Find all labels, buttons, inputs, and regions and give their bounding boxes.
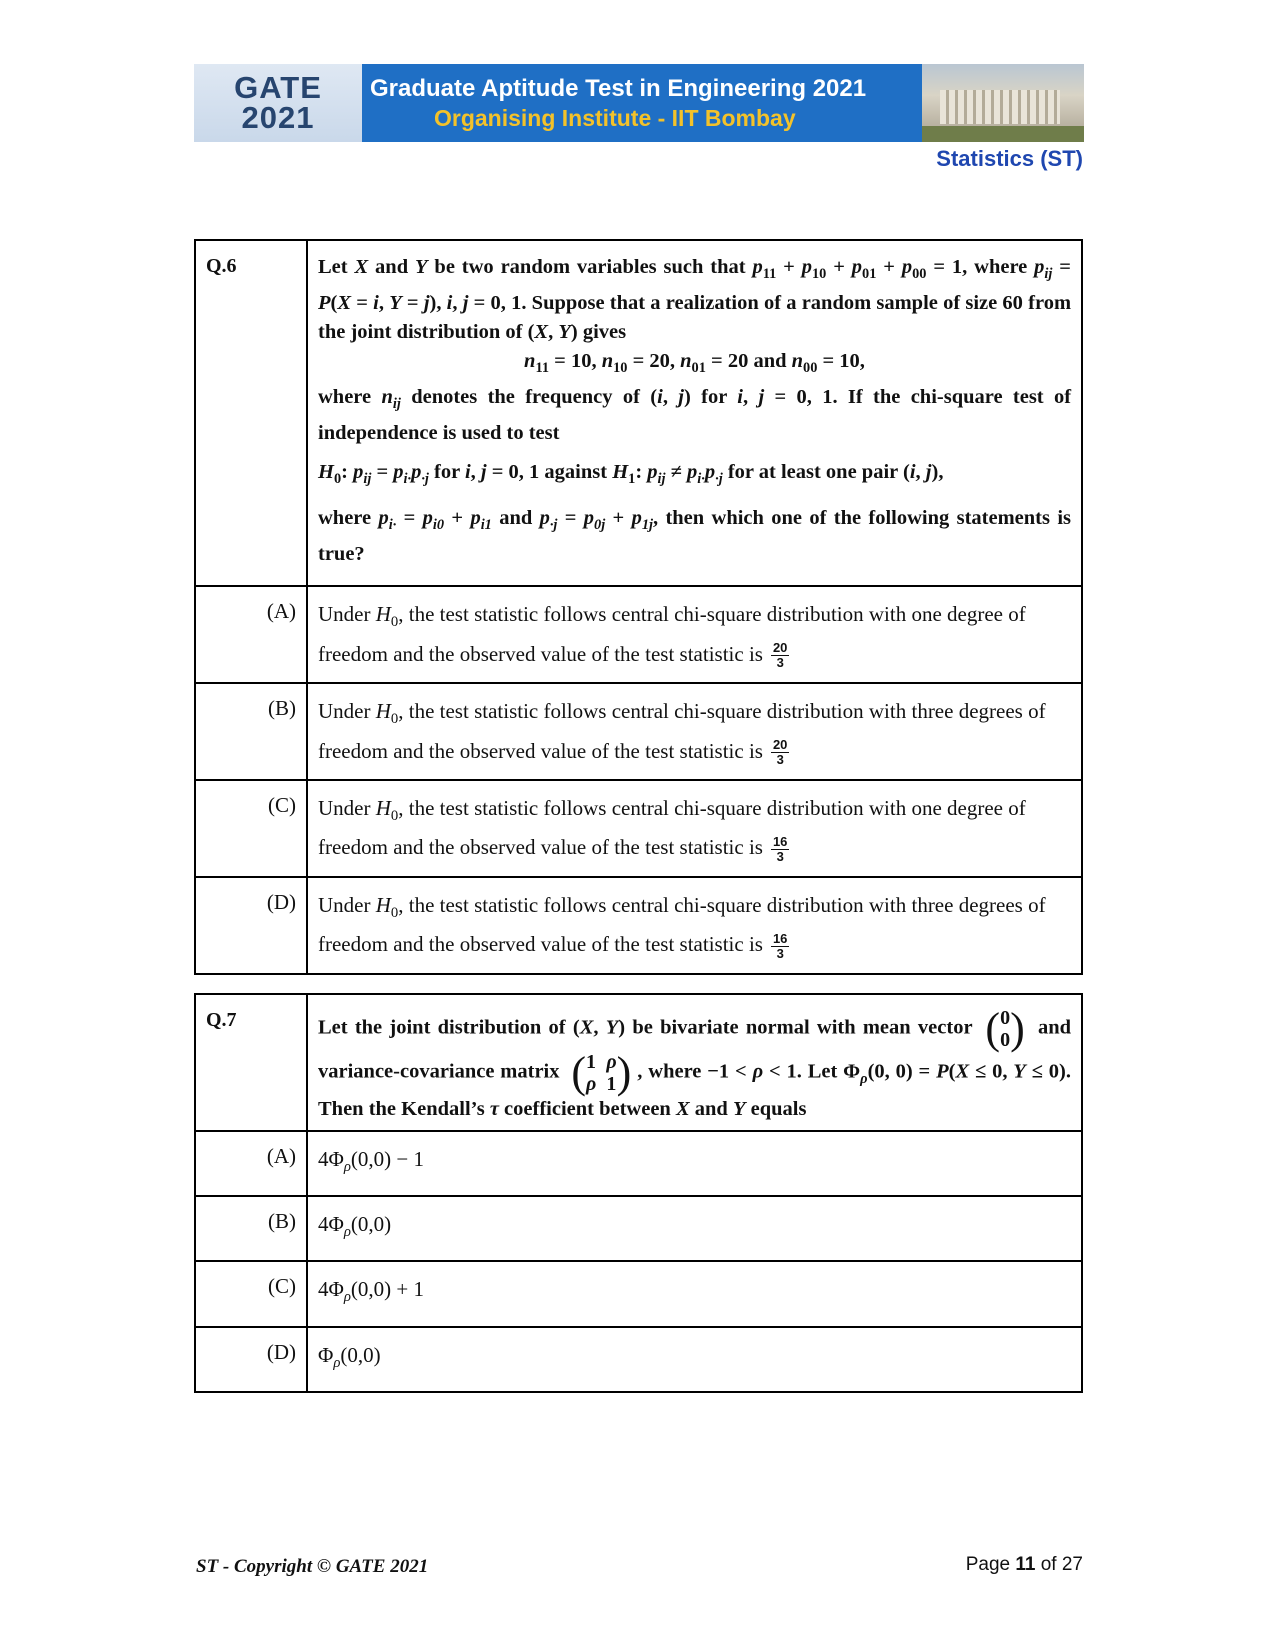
question-stem: Let the joint distribution of (X, Y) be bivariate normal with mean vector ( 0 0 ) and variance-covariance matrix ( 1 ρ ρ 1 ) , where −1 < ρ < 1. Let $\Phi_\rho(0$, 0) = P(X ≤ 0, Y ≤ 0). Then the Kendall’s τ coefficient between X and Y equals <box>307 994 1082 1131</box>
option-row <box>195 1196 1082 1261</box>
question-row <box>195 994 1082 1131</box>
logo-gate-text: GATE <box>234 70 322 105</box>
option-row <box>195 877 1082 974</box>
question-stem: Let X and Y be two random variables such that $p_{11} + p_{10} + p_{01} + p_{00} = 1$, where $p_{ij} = P(X = i$, Y = j), i, j = 0, 1. Suppose that a realization of a random sample of size 60 from the joint distribution of (X, Y) gives $n_{11} = 10$, $n_{10} = 20$, $n_{01} = 20$ and $n_{00} = 10$, where $n_{ij}$ denotes the frequency of (i, j) for i, j = 0, 1. If the chi-square test of independence is used to test $H_0$: $p_{ij} = p_{i\cdot}p_{\cdot j}$ for i, j = 0, 1 against $H_1$: $p_{ij} \ne p_{i\cdot}p_{\cdot j}$ for at least one pair (i, j), where $p_{i\cdot} = p_{i0} + p_{i1}$ and $p_{\cdot j} = p_{0j} + p_{1j}$, then which one of the following statements is true? <box>307 240 1082 586</box>
fraction: $\frac{20}{3}$ <box>772 640 788 671</box>
option-letter: (A) <box>195 1131 307 1196</box>
option-letter: (B) <box>195 683 307 780</box>
option-text: $4\Phi_\rho(0,0) + 1$ <box>307 1261 1082 1326</box>
fraction: $\frac{16}{3}$ <box>772 930 788 961</box>
institute-photo <box>922 64 1084 142</box>
option-text: $4\Phi_\rho(0,0) - 1$ <box>307 1131 1082 1196</box>
option-row <box>195 1261 1082 1326</box>
option-letter: (D) <box>195 1327 307 1392</box>
option-text: Under $H_0$, the test statistic follows central chi-square distribution with one degree of freedom and the observed value of the test statistic is $\frac{20}{3}$ <box>307 586 1082 683</box>
question-6-table <box>194 239 1083 975</box>
question-row <box>195 240 1082 586</box>
option-letter: (C) <box>195 780 307 877</box>
header-banner <box>194 64 1084 142</box>
fraction: $\frac{16}{3}$ <box>772 834 788 865</box>
option-row <box>195 1327 1082 1392</box>
option-letter: (D) <box>195 877 307 974</box>
option-letter: (B) <box>195 1196 307 1261</box>
banner-title-box <box>362 64 922 142</box>
option-letter: (A) <box>195 586 307 683</box>
lawn-image <box>922 126 1084 142</box>
option-text: Under $H_0$, the test statistic follows central chi-square distribution with three degrees of freedom and the observed value of the test statistic is $\frac{20}{3}$ <box>307 683 1082 780</box>
banner-subtitle: Organising Institute - IIT Bombay <box>434 104 796 131</box>
footer-copyright: ST - Copyright © GATE 2021 <box>196 1556 429 1577</box>
covariance-matrix: ( 1 ρ ρ 1 ) <box>571 1048 632 1097</box>
banner-title: Graduate Aptitude Test in Engineering 2021 <box>370 74 867 102</box>
gate-logo <box>194 64 362 142</box>
option-row <box>195 780 1082 877</box>
mean-vector: ( 0 0 ) <box>985 1004 1025 1053</box>
fraction: $\frac{20}{3}$ <box>772 737 788 768</box>
question-number: Q.7 <box>195 994 307 1131</box>
question-number: Q.6 <box>195 240 307 586</box>
option-text: Under $H_0$, the test statistic follows central chi-square distribution with three degrees of freedom and the observed value of the test statistic is $\frac{16}{3}$ <box>307 877 1082 974</box>
option-row <box>195 1131 1082 1196</box>
question-7-table <box>194 993 1083 1393</box>
option-text: Under $H_0$, the test statistic follows central chi-square distribution with one degree of freedom and the observed value of the test statistic is $\frac{16}{3}$ <box>307 780 1082 877</box>
option-row <box>195 586 1082 683</box>
option-letter: (C) <box>195 1261 307 1326</box>
option-text: $\Phi_\rho(0,0)$ <box>307 1327 1082 1392</box>
logo-year-text: 2021 <box>241 100 315 135</box>
option-row <box>195 683 1082 780</box>
paper-label: Statistics (ST) <box>936 146 1083 171</box>
building-image <box>940 90 1060 124</box>
footer-page-number: Page 11 of 27 <box>965 1554 1083 1575</box>
option-text: $4\Phi_\rho(0,0)$ <box>307 1196 1082 1261</box>
